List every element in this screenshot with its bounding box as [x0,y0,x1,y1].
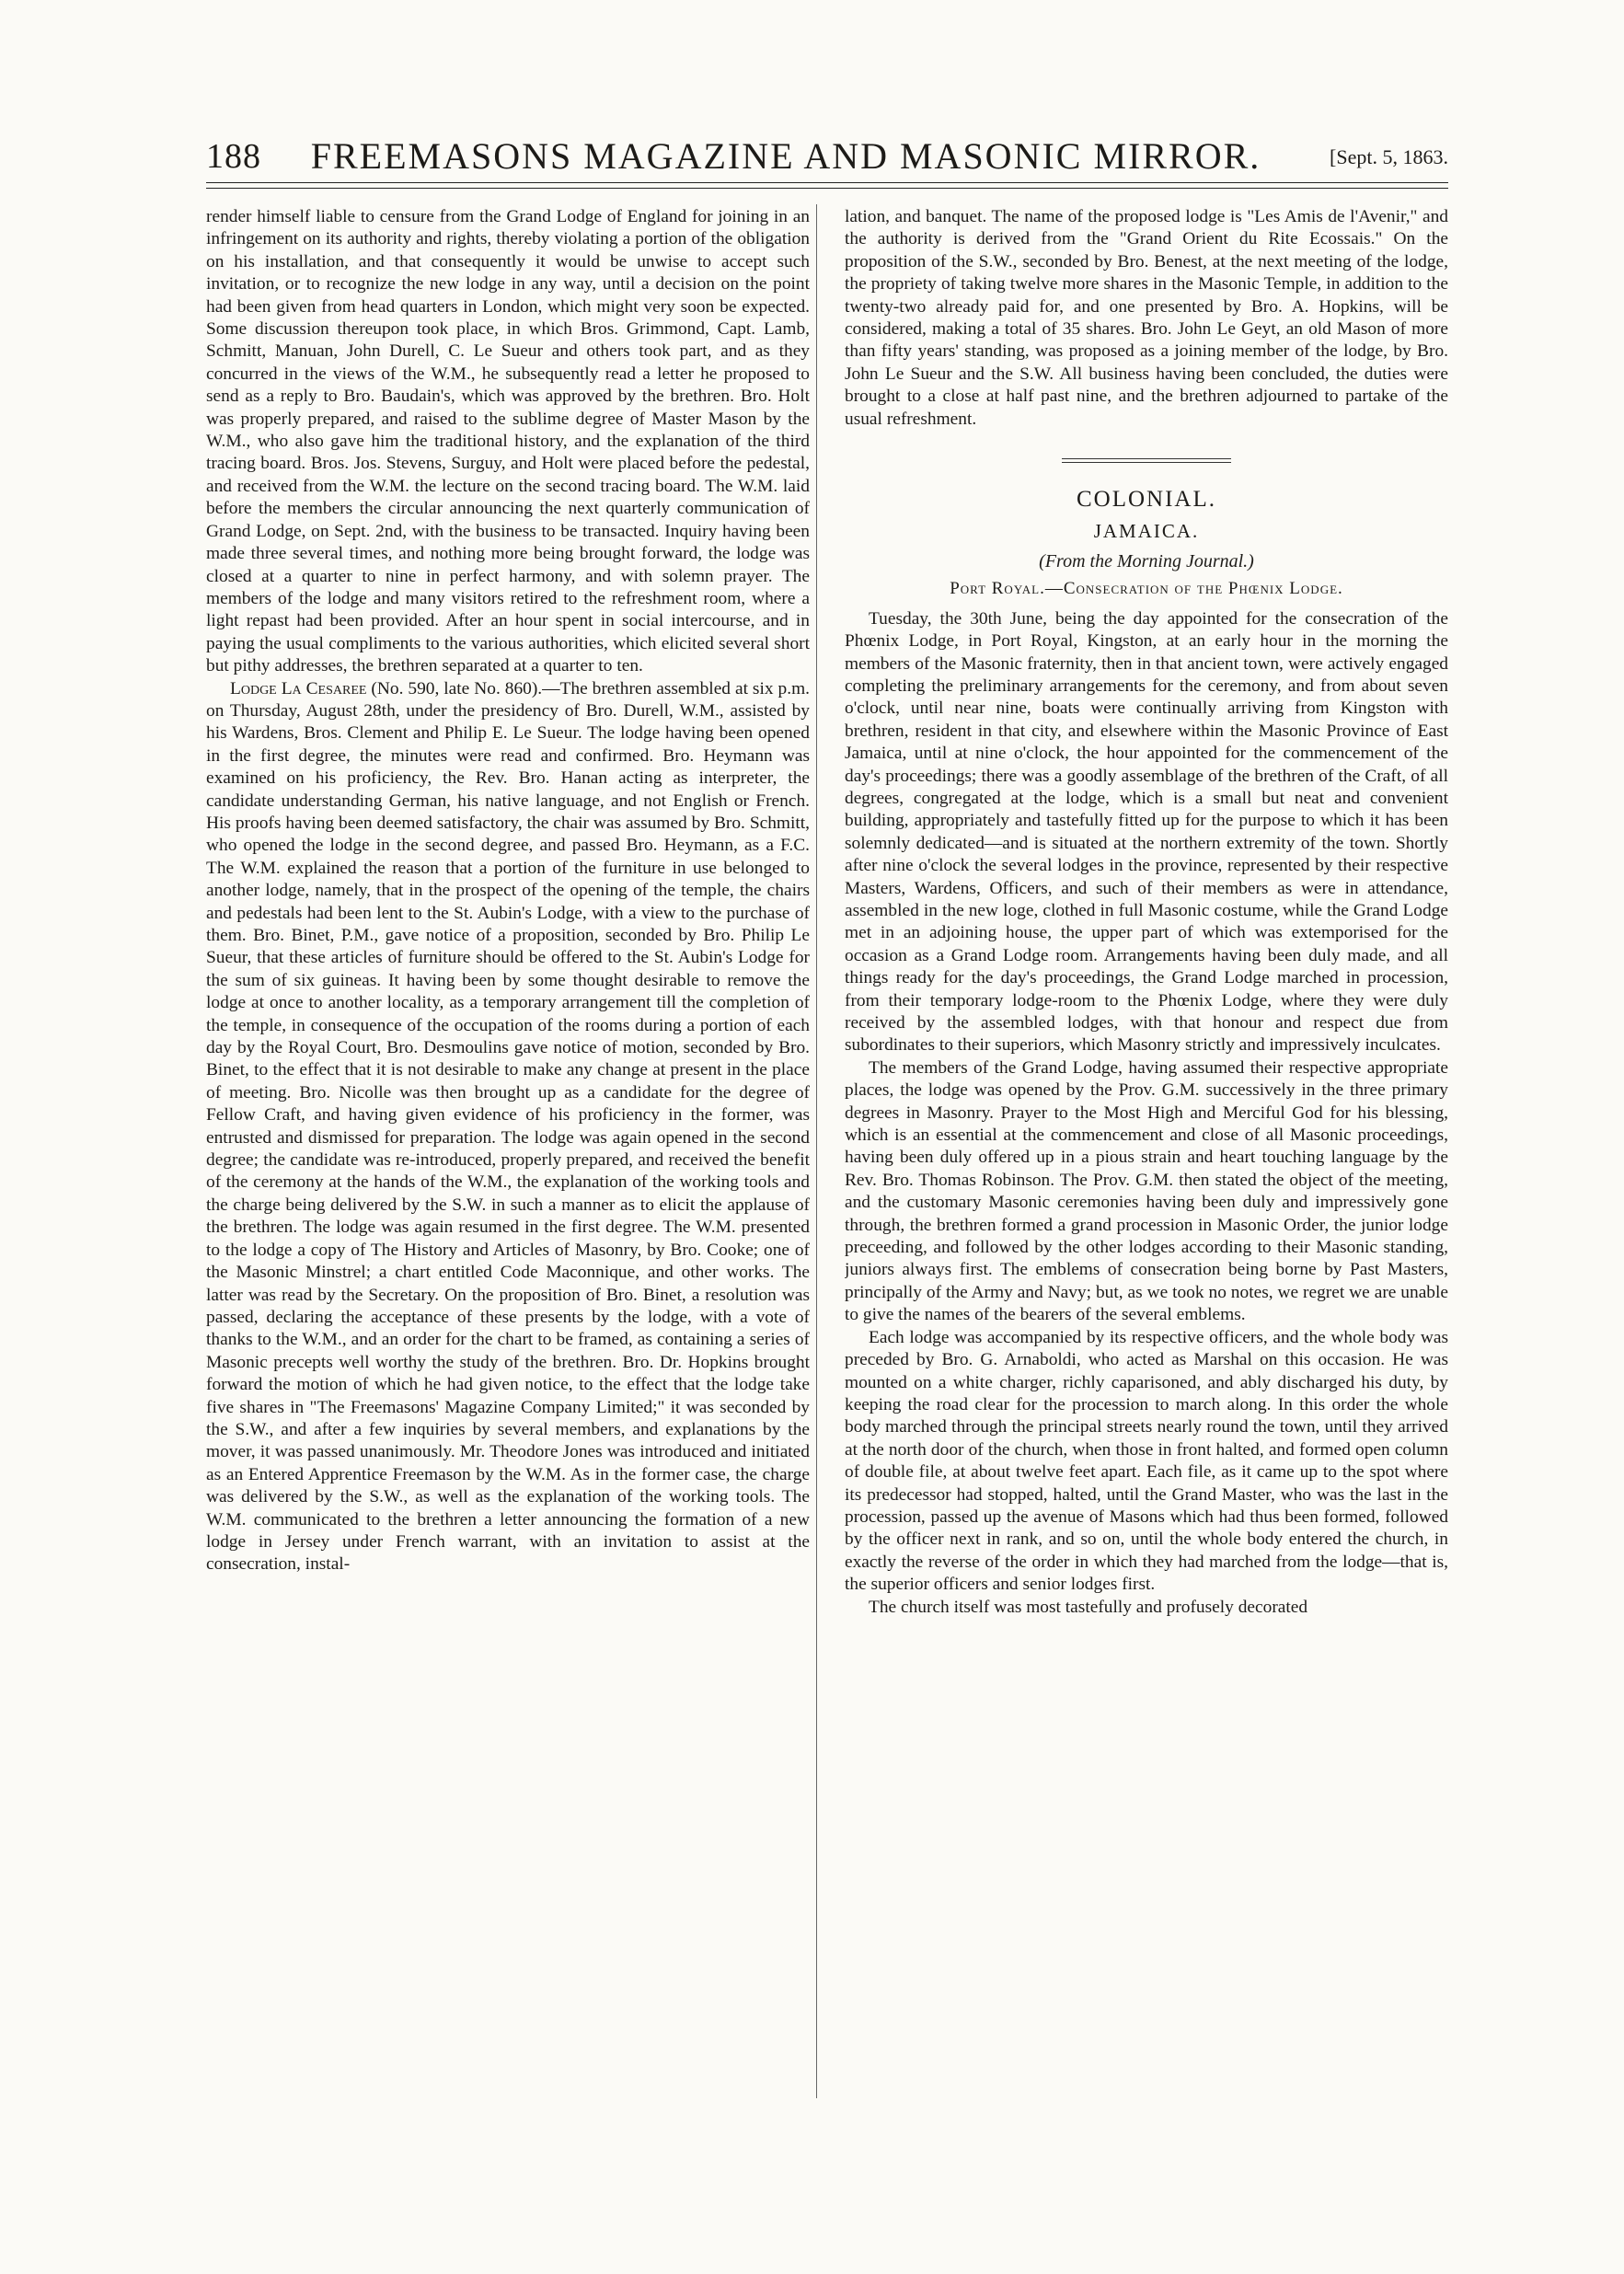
jamaica-paragraph-2: The members of the Grand Lodge, having assumed their respective appropriate places, the lodge was opened by the Prov. G.M. successively in the three primary degrees in Masonry. Prayer to the Most High and Merciful God for his blessing, which is an essential at the commencement and close of all Masonic proceedings, having been duly offered up in a pious strain and heart touching language by the Rev. Bro. Thomas Robinson. The Prov. G.M. then stated the object of the meeting, and the customary Masonic ceremonies having been duly and impressively gone through, the brethren formed a grand procession in Masonic Order, the junior lodge preceeding, and followed by the other lodges according to their Masonic standing, juniors always first. The emblems of consecration being borne by Past Masters, principally of the Army and Navy; but, as we took no notes, we regret we are unable to give the names of the bearers of the several emblems. [845,1057,1448,1325]
right-column [845,206,1448,2102]
left-paragraph-lodge-la-cesaree [206,678,810,1576]
masthead-title: FREEMASONS MAGAZINE AND MASONIC MIRROR. [310,135,1261,177]
page-header [206,129,1448,182]
section-separator [1062,458,1231,463]
jamaica-paragraph-1: Tuesday, the 30th June, being the day appointed for the consecration of the Phœnix Lodge, in Port Royal, Kingston, at an early hour in the morning the members of the Masonic fraternity, then in that ancient town, were actively engaged completing the preliminary arrangements for the ceremony, and from about seven o'clock, until near nine, boats were continually arriving from Kingston with brethren, resident in that city, and elsewhere within the Masonic Province of East Jamaica, until at nine o'clock, the hour appointed for the commencement of the day's proceedings; there was a goodly assemblage of the brethren of the Craft, of all degrees, congregated at the lodge, which is a small but neat and convenient building, appropriately and tastefully fitted up for the purpose to which it has been solemnly dedicated—and is situated at the northern extremity of the town. Shortly after nine o'clock the several lodges in the province, represented by their respective Masters, Wardens, Officers, and such of their members as were in attendance, assembled in the new loge, clothed in full Masonic costume, while the Grand Lodge met in an adjoining house, the upper part of which was extemporised for the occasion as a Grand Lodge room. Arrangements having been duly made, and all things ready for the day's proceedings, the Grand Lodge marched in procession, from their temporary lodge-room to the Phœnix Lodge, where they were duly received by the assembled lodges, with that honour and respect due from subordinates to their superiors, which Masonry strictly and impressively inculcates. [845,608,1448,1056]
left-column [206,206,810,2102]
section-heading-colonial: COLONIAL. [1076,487,1216,513]
source-line: (From the Morning Journal.) [1039,550,1254,571]
lodge-name-lead: Lodge La Cesaree [230,678,367,698]
page-number: 188 [206,137,261,176]
right-paragraph-continued: lation, and banquet. The name of the proposed lodge is "Les Amis de l'Avenir," and the authority is derived from the "Grand Orient du Rite Ecossais." On the proposition of the S.W., seconded by Bro. Benest, at the next meeting of the lodge, the propriety of taking twelve more shares in the Masonic Temple, in addition to the twenty-two already paid for, and one presented by Bro. A. Hopkins, will be considered, making a total of 35 shares. Bro. John Le Geyt, an old Mason of more than fifty years' standing, was proposed as a joining member of the lodge, by Bro. John Le Sueur and the S.W. All business having been concluded, the duties were brought to a close at half past nine, and the brethren adjourned to partake of the usual refreshment. [845,207,1448,429]
jamaica-paragraph-4: The church itself was most tastefully and profusely decorated [869,1597,1308,1617]
left-paragraph-continued: render himself liable to censure from the Grand Lodge of England for joining in an infringement on its authority and rights, thereby violating a portion of the obligation on his installation, and that consequently it would be unwise to accept such invitation, or to recognize the new lodge in any way, until a decision on the point had been given from head quarters in London, which might very soon be expected. Some discussion thereupon took place, in which Bros. Grimmond, Capt. Lamb, Schmitt, Manuan, John Durell, C. Le Sueur and others took part, and as they concurred in the views of the W.M., he subsequently read a letter he proposed to send as a reply to Bro. Baudain's, which was approved by the brethren. Bro. Holt was properly prepared, and raised to the sublime degree of Master Mason by the W.M., who also gave him the traditional history, and the explanation of the third tracing board. Bros. Jos. Stevens, Surguy, and Holt were placed before the pedestal, and received from the W.M. the lecture on the second tracing board. The W.M. laid before the members the circular announcing the next quarterly communication of Grand Lodge, on Sept. 2nd, with the business to be transacted. Inquiry having been made three several times, and nothing more being brought forward, the lodge was closed at a quarter to nine in perfect harmony, and with solemn prayer. The members of the lodge and many visitors retired to the refreshment room, where a light repast had been provided. After an hour spent in social intercourse, and in paying the usual compliments to the various authorities, which elicited several short but pithy addresses, the brethren separated at a quarter to ten. [206,207,810,676]
header-rule-thin [206,188,1448,189]
section-heading-jamaica: JAMAICA. [1093,520,1200,543]
jamaica-paragraph-3: Each lodge was accompanied by its respective officers, and the whole body was preceded by Bro. G. Arnaboldi, who acted as Marshal on this occasion. He was mounted on a white charger, richly caparisoned, and ably discharged his duty, by keeping the road clear for the procession to march along. In this order the whole body marched through the principal streets nearly round the town, until they arrived at the north door of the church, when those in front halted, and formed open column of double file, at about twelve feet apart. Each file, as it came up to the spot where its predecessor had stopped, halted, until the Grand Master, who was the last in the procession, passed up the avenue of Masons which had thus been formed, followed by the officer next in rank, and so on, until the whole body entered the church, in exactly the reverse of the order in which they had marched from the lodge—that is, the superior officers and senior lodges first. [845,1327,1448,1595]
issue-date: [Sept. 5, 1863. [1330,145,1448,168]
header-rule-thick [206,182,1448,183]
column-divider [816,204,817,2098]
article-subheading: Port Royal.—Consecration of the Phœnix Lodge. [950,579,1343,599]
lodge-report-text: (No. 590, late No. 860).—The brethren assembled at six p.m. on Thursday, August 28th, under the presidency of Bro. Durell, W.M., assisted by his Wardens, Bros. Clement and Philip E. Le Sueur. The lodge having been opened in the first degree, the minutes were read and confirmed. Bro. Heymann was examined on his proficiency, the Rev. Bro. Hanan acting as interpreter, the candidate understanding German, his native language, and not English or French. His proofs having been deemed satisfactory, the chair was assumed by Bro. Schmitt, who opened the lodge in the second degree, and passed Bro. Heymann, as a F.C. The W.M. explained the reason that a portion of the furniture in use belonged to another lodge, namely, that in the prospect of the opening of the temple, the chairs and pedestals had been lent to the St. Aubin's Lodge, with a view to the purchase of them. Bro. Binet, P.M., gave notice of a proposition, seconded by Bro. Philip Le Sueur, that these articles of furniture should be offered to the St. Aubin's Lodge for the sum of six guineas. It having been by some thought desirable to remove the lodge at once to another locality, as a temporary arrangement till the completion of the temple, in consequence of the occupation of the rooms during a portion of each day by the Royal Court, Bro. Desmoulins gave notice of motion, seconded by Bro. Binet, to the effect that it is not desirable to make any change at present in the place of meeting. Bro. Nicolle was then brought up as a candidate for the degree of Fellow Craft, and having given evidence of his proficiency in the former, was entrusted and dismissed for preparation. The lodge was again opened in the second degree; the candidate was re-introduced, properly prepared, and received the benefit of the ceremony at the hands of the W.M., the explanation of the working tools and the charge being delivered by the S.W. in such a manner as to elicit the applause of the brethren. The lodge was again resumed in the first degree. The W.M. presented to the lodge a copy of The History and Articles of Masonry, by Bro. Cooke; one of the Masonic Minstrel; a chart entitled Code Maconnique, and other works. The latter was read by the Secretary. On the proposition of Bro. Binet, a resolution was passed, declaring the acceptance of these presents by the lodge, with a vote of thanks to the W.M., and an order for the chart to be framed, as containing a series of Masonic precepts well worthy the study of the brethren. Bro. Dr. Hopkins brought forward the motion of which he had given notice, to the effect that the lodge take five shares in "The Freemasons' Magazine Company Limited;" it was seconded by the S.W., and after a few inquiries by several members, and explanations by the mover, it was passed unanimously. Mr. Theodore Jones was introduced and initiated as an Entered Apprentice Freemason by the W.M. As in the former case, the charge was delivered by the S.W., as well as the explanation of the working tools. The W.M. communicated to the brethren a letter announcing the formation of a new lodge in Jersey under French warrant, with an invitation to assist at the consecration, instal- [206,678,810,1575]
